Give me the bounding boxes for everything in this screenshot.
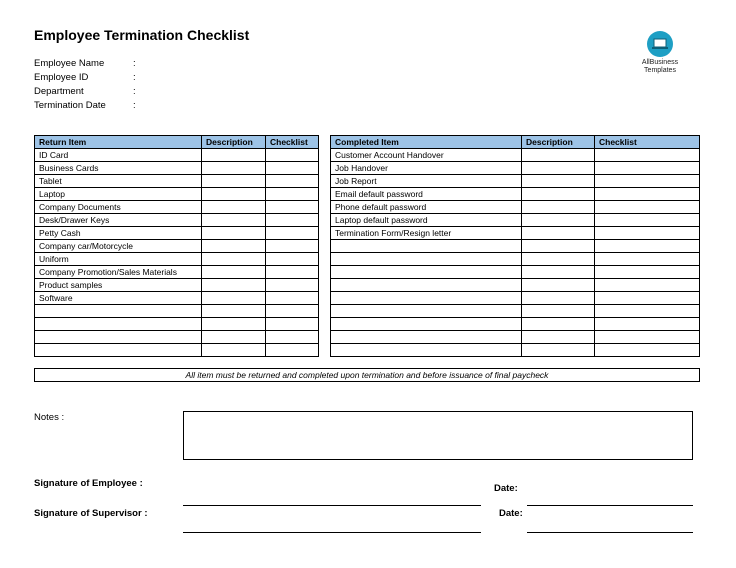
checklist-cell[interactable]: [266, 214, 319, 227]
column-header: Checklist: [266, 136, 319, 149]
table-row: [35, 279, 319, 292]
checklist-cell[interactable]: [595, 188, 700, 201]
item-cell: Tablet: [35, 175, 202, 188]
checklist-cell[interactable]: [595, 253, 700, 266]
item-cell: [35, 331, 202, 344]
checklist-cell[interactable]: [595, 305, 700, 318]
checklist-cell[interactable]: [595, 227, 700, 240]
table-row: [35, 175, 319, 188]
description-cell[interactable]: [522, 201, 595, 214]
termination-date-value[interactable]: :: [133, 100, 136, 111]
checklist-cell[interactable]: [266, 344, 319, 357]
table-row: [331, 344, 700, 357]
description-cell[interactable]: [202, 240, 266, 253]
checklist-cell[interactable]: [595, 162, 700, 175]
checklist-cell[interactable]: [266, 227, 319, 240]
department-value[interactable]: :: [133, 86, 136, 97]
description-cell[interactable]: [522, 279, 595, 292]
termination-date-label: Termination Date: [34, 100, 106, 111]
checklist-cell[interactable]: [266, 240, 319, 253]
description-cell[interactable]: [202, 227, 266, 240]
table-row: [35, 201, 319, 214]
description-cell[interactable]: [202, 344, 266, 357]
return-items-table: [34, 135, 319, 357]
item-cell: Petty Cash: [35, 227, 202, 240]
table-row: [35, 227, 319, 240]
checklist-cell[interactable]: [266, 331, 319, 344]
description-cell[interactable]: [522, 214, 595, 227]
table-row: [35, 162, 319, 175]
column-header: Checklist: [595, 136, 700, 149]
item-cell: [331, 266, 522, 279]
checklist-cell[interactable]: [595, 240, 700, 253]
table-row: [35, 188, 319, 201]
checklist-cell[interactable]: [266, 318, 319, 331]
item-cell: Job Handover: [331, 162, 522, 175]
description-cell[interactable]: [202, 162, 266, 175]
item-cell: Product samples: [35, 279, 202, 292]
description-cell[interactable]: [202, 266, 266, 279]
employee-name-value[interactable]: :: [133, 58, 136, 69]
description-cell[interactable]: [522, 292, 595, 305]
checklist-cell[interactable]: [266, 292, 319, 305]
laptop-icon: [647, 31, 673, 57]
item-cell: [331, 240, 522, 253]
item-cell: Business Cards: [35, 162, 202, 175]
table-row: [331, 305, 700, 318]
item-cell: [35, 305, 202, 318]
table-row: [331, 253, 700, 266]
table-row: [35, 240, 319, 253]
supervisor-signature-label: Signature of Supervisor :: [34, 508, 148, 519]
checklist-cell[interactable]: [595, 318, 700, 331]
department-label: Department: [34, 86, 84, 97]
checklist-cell[interactable]: [266, 279, 319, 292]
table-row: [331, 227, 700, 240]
employee-date-line[interactable]: [527, 505, 693, 506]
item-cell: [331, 305, 522, 318]
description-cell[interactable]: [202, 149, 266, 162]
table-row: [331, 214, 700, 227]
description-cell[interactable]: [202, 292, 266, 305]
completed-items-table: [330, 135, 700, 357]
description-cell[interactable]: [522, 344, 595, 357]
table-row: [35, 331, 319, 344]
checklist-cell[interactable]: [266, 175, 319, 188]
item-cell: Software: [35, 292, 202, 305]
description-cell[interactable]: [202, 201, 266, 214]
description-cell[interactable]: [522, 318, 595, 331]
description-cell[interactable]: [202, 175, 266, 188]
description-cell[interactable]: [202, 305, 266, 318]
item-cell: [331, 279, 522, 292]
description-cell[interactable]: [522, 175, 595, 188]
column-header: Description: [522, 136, 595, 149]
description-cell[interactable]: [202, 188, 266, 201]
table-row: [35, 253, 319, 266]
description-cell[interactable]: [202, 318, 266, 331]
table-row: [331, 331, 700, 344]
description-cell[interactable]: [522, 266, 595, 279]
logo-line-1: AllBusiness: [641, 59, 679, 66]
item-cell: Company Documents: [35, 201, 202, 214]
item-cell: Email default password: [331, 188, 522, 201]
checklist-cell[interactable]: [266, 162, 319, 175]
checklist-cell[interactable]: [266, 149, 319, 162]
description-cell[interactable]: [522, 149, 595, 162]
employee-date-label: Date:: [494, 483, 518, 494]
employee-id-label: Employee ID: [34, 72, 89, 83]
description-cell[interactable]: [202, 253, 266, 266]
item-cell: Customer Account Handover: [331, 149, 522, 162]
description-cell[interactable]: [522, 240, 595, 253]
item-cell: [331, 318, 522, 331]
table-row: [331, 162, 700, 175]
employee-id-value[interactable]: :: [133, 72, 136, 83]
description-cell[interactable]: [202, 331, 266, 344]
table-row: [331, 279, 700, 292]
checklist-cell[interactable]: [595, 279, 700, 292]
supervisor-date-line[interactable]: [527, 532, 693, 533]
table-row: [331, 149, 700, 162]
table-row: [35, 344, 319, 357]
checklist-cell[interactable]: [266, 305, 319, 318]
column-header: Description: [202, 136, 266, 149]
table-row: [35, 214, 319, 227]
table-header-row: [331, 136, 700, 149]
description-cell[interactable]: [522, 227, 595, 240]
checklist-cell[interactable]: [595, 344, 700, 357]
description-cell[interactable]: [202, 279, 266, 292]
item-cell: [331, 331, 522, 344]
table-row: [35, 305, 319, 318]
table-row: [331, 318, 700, 331]
table-row: [35, 149, 319, 162]
employee-signature-label: Signature of Employee :: [34, 478, 143, 489]
table-row: [331, 292, 700, 305]
checklist-cell[interactable]: [595, 331, 700, 344]
table-row: [331, 201, 700, 214]
checklist-cell[interactable]: [595, 175, 700, 188]
table-row: [331, 175, 700, 188]
table-header-row: [35, 136, 319, 149]
item-cell: [331, 344, 522, 357]
item-cell: Company car/Motorcycle: [35, 240, 202, 253]
table-row: [331, 266, 700, 279]
table-row: [35, 318, 319, 331]
checklist-cell[interactable]: [595, 201, 700, 214]
allbusiness-logo: [628, 31, 692, 75]
description-cell[interactable]: [522, 305, 595, 318]
supervisor-date-label: Date:: [499, 508, 523, 519]
item-cell: Desk/Drawer Keys: [35, 214, 202, 227]
logo-line-2: Templates: [644, 67, 676, 74]
item-cell: Termination Form/Resign letter: [331, 227, 522, 240]
checklist-cell[interactable]: [266, 188, 319, 201]
checklist-cell[interactable]: [266, 253, 319, 266]
item-cell: [331, 253, 522, 266]
table-row: [331, 240, 700, 253]
item-cell: Phone default password: [331, 201, 522, 214]
checklist-cell[interactable]: [595, 292, 700, 305]
page-title: Employee Termination Checklist: [34, 27, 250, 43]
notice-banner: All item must be returned and completed upon termination and before issuance of final paycheck: [34, 368, 700, 382]
description-cell[interactable]: [202, 214, 266, 227]
checklist-cell[interactable]: [595, 266, 700, 279]
table-row: [35, 292, 319, 305]
column-header: Completed Item: [331, 136, 522, 149]
notes-field[interactable]: [183, 411, 693, 460]
table-row: [331, 188, 700, 201]
item-cell: Uniform: [35, 253, 202, 266]
column-header: Return Item: [35, 136, 202, 149]
item-cell: Laptop: [35, 188, 202, 201]
notes-label: Notes :: [34, 412, 65, 423]
item-cell: Laptop default password: [331, 214, 522, 227]
employee-name-label: Employee Name: [34, 58, 105, 69]
checklist-cell[interactable]: [266, 266, 319, 279]
item-cell: ID Card: [35, 149, 202, 162]
item-cell: [35, 318, 202, 331]
item-cell: Job Report: [331, 175, 522, 188]
item-cell: [35, 344, 202, 357]
description-cell[interactable]: [522, 188, 595, 201]
description-cell[interactable]: [522, 331, 595, 344]
checklist-cell[interactable]: [595, 149, 700, 162]
item-cell: [331, 292, 522, 305]
item-cell: Company Promotion/Sales Materials: [35, 266, 202, 279]
description-cell[interactable]: [522, 162, 595, 175]
checklist-cell[interactable]: [595, 214, 700, 227]
employee-signature-line[interactable]: [183, 505, 481, 506]
description-cell[interactable]: [522, 253, 595, 266]
checklist-cell[interactable]: [266, 201, 319, 214]
table-row: [35, 266, 319, 279]
supervisor-signature-line[interactable]: [183, 532, 481, 533]
